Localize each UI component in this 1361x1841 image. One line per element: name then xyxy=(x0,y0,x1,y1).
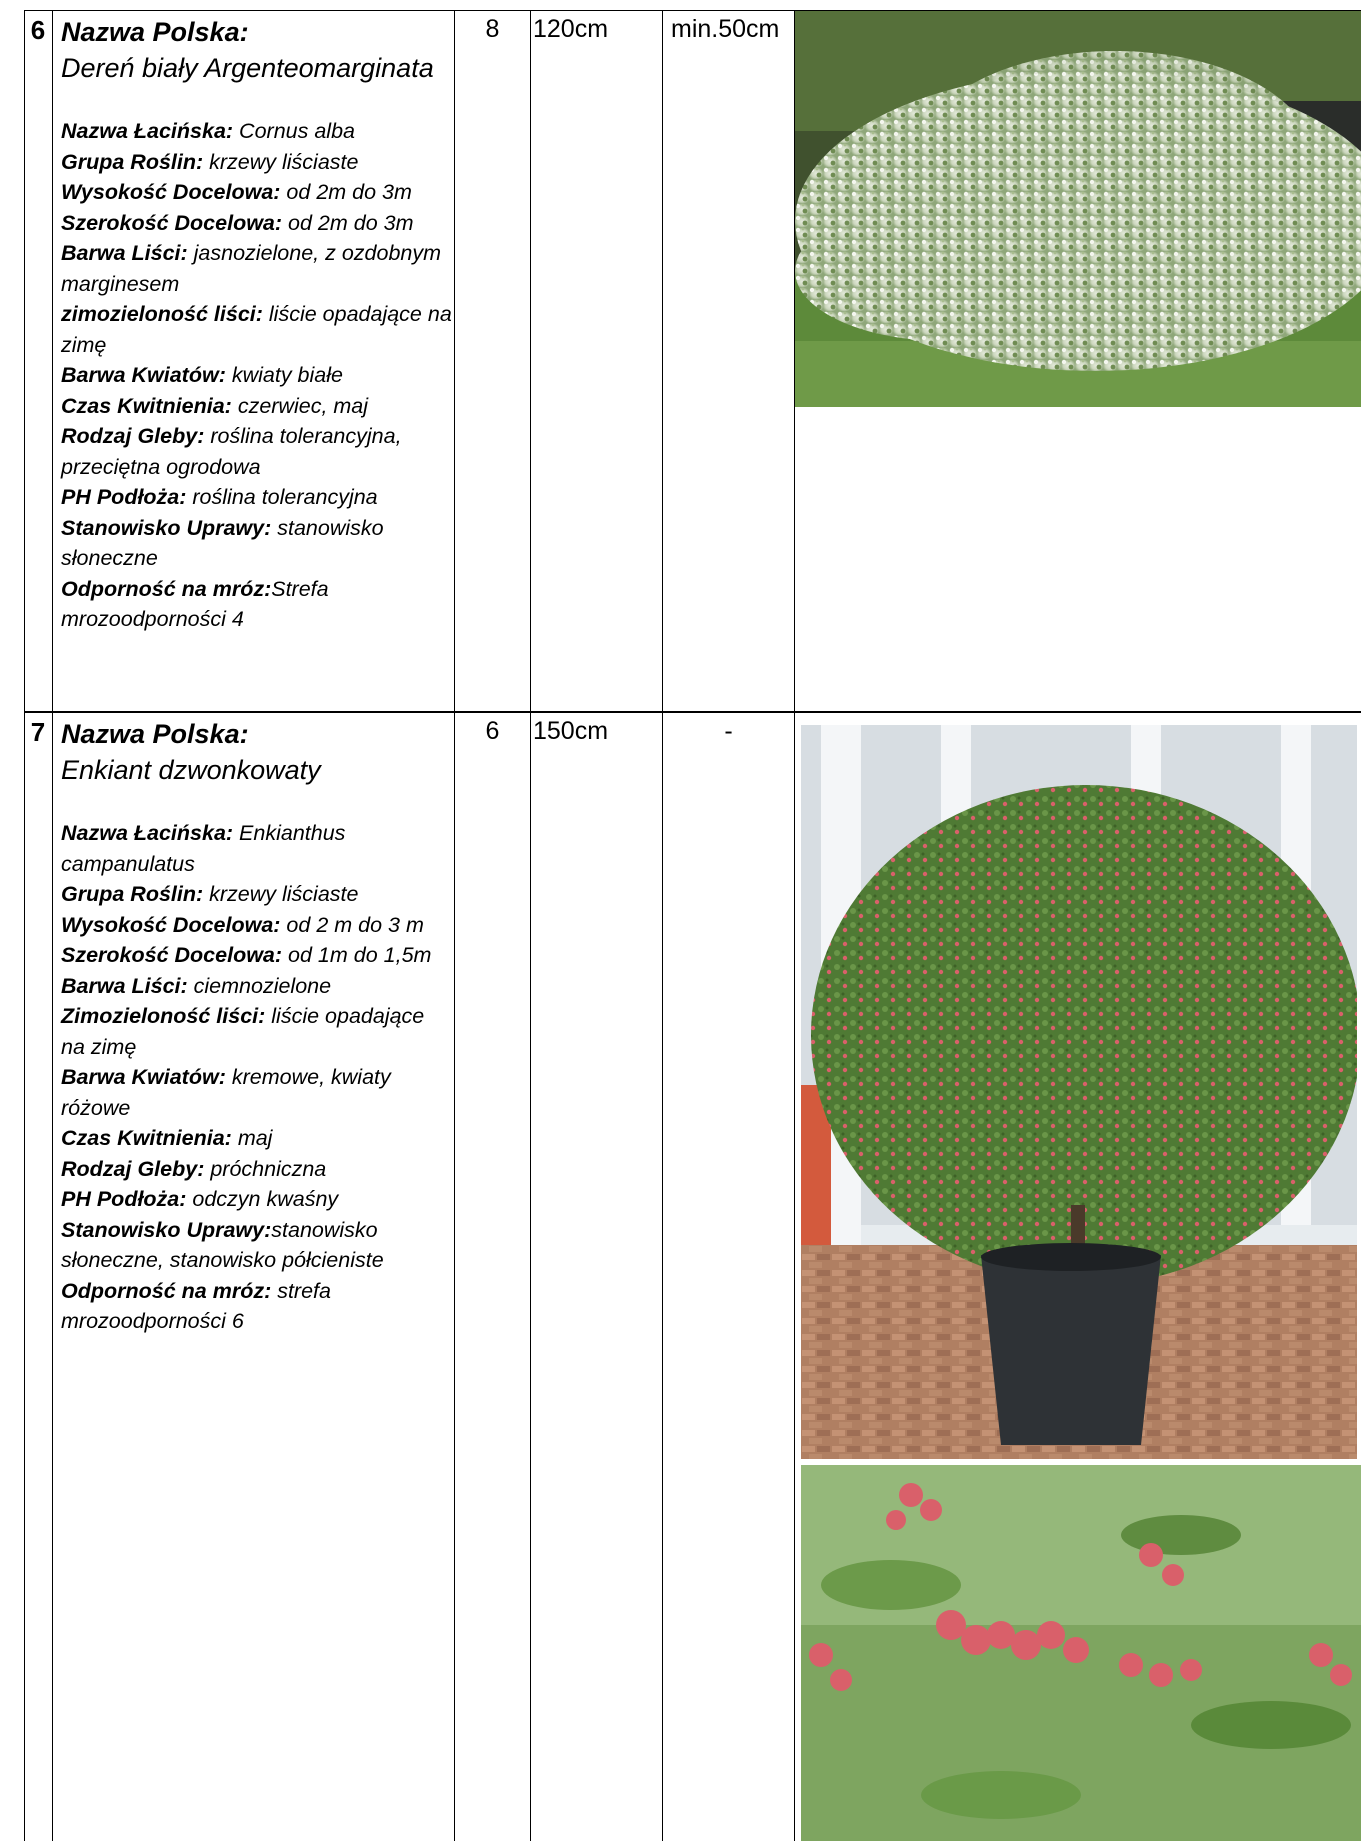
attribute-label: Czas Kwitnienia: xyxy=(61,393,232,418)
attribute-value: próchniczna xyxy=(204,1156,327,1181)
attribute-line xyxy=(61,1123,452,1154)
attribute-value: Strefa mrozoodporności 4 xyxy=(61,576,329,631)
height: 150cm xyxy=(533,717,609,745)
polish-name-block xyxy=(61,14,452,86)
image-cell xyxy=(794,11,1361,711)
attribute-label: Szerokość Docelowa: xyxy=(61,943,283,967)
attribute-label: Barwa Liści: xyxy=(61,973,188,998)
attribute-line xyxy=(61,208,452,239)
attribute-line xyxy=(61,299,452,360)
attribute-value: Cornus alba xyxy=(233,119,355,143)
attribute-value: krzewy liściaste xyxy=(203,882,359,906)
attribute-value: odczyn kwaśny xyxy=(186,1187,339,1211)
attribute-value: liście opadające na zimę xyxy=(61,1004,425,1059)
attribute-label: PH Podłoża: xyxy=(61,1187,187,1211)
attribute-label: Barwa Kwiatów: xyxy=(61,1065,226,1089)
attribute-line xyxy=(61,421,452,482)
attribute-label: Grupa Roślin: xyxy=(61,882,204,906)
attribute-line xyxy=(61,1001,452,1062)
number-cell xyxy=(24,713,52,1841)
attribute-label: Nazwa Łacińska: xyxy=(61,119,234,143)
attribute-label: Nazwa Łacińska: xyxy=(61,821,234,845)
width-cell xyxy=(662,713,794,1841)
attribute-value: roślina tolerancyjna, przeciętna ogrodowa xyxy=(61,424,402,479)
attribute-label: Stanowisko Uprawy: xyxy=(61,1217,272,1242)
attribute-value: stanowisko słoneczne xyxy=(61,515,384,570)
attribute-value: kremowe, kwiaty różowe xyxy=(61,1065,391,1120)
attribute-value: Enkianthus campanulatus xyxy=(61,821,346,876)
plant-description xyxy=(61,14,452,635)
attribute-value: czerwiec, maj xyxy=(231,393,369,418)
attribute-value: od 2 m do 3 m xyxy=(280,912,424,937)
attribute-line xyxy=(61,1154,452,1185)
quantity-cell xyxy=(454,11,530,711)
attribute-value: strefa mrozoodporności 6 xyxy=(61,1278,331,1333)
attribute-line xyxy=(61,513,452,574)
attribute-label: Barwa Liści: xyxy=(61,241,188,265)
attribute-line xyxy=(61,238,452,299)
attribute-label: zimozieloność liści: xyxy=(61,302,263,326)
attribute-line xyxy=(61,818,452,879)
attribute-value: od 1m do 1,5m xyxy=(282,943,432,967)
attribute-label: Stanowisko Uprawy: xyxy=(61,515,272,540)
description-cell xyxy=(52,713,454,1841)
attribute-value: krzewy liściaste xyxy=(203,149,359,174)
attribute-list xyxy=(61,116,452,635)
attribute-line xyxy=(61,147,452,178)
attribute-label: Rodzaj Gleby: xyxy=(61,424,205,448)
attribute-label: Wysokość Docelowa: xyxy=(61,180,281,204)
polish-name: Dereń biały Argenteomarginata xyxy=(61,53,434,83)
attribute-label: Grupa Roślin: xyxy=(61,149,204,174)
row-number: 6 xyxy=(30,15,46,45)
polish-name: Enkiant dzwonkowaty xyxy=(61,755,321,785)
potted-enkianthus-shrub-photo xyxy=(801,725,1357,1459)
attribute-label: Odporność na mróz: xyxy=(61,576,272,601)
number-cell xyxy=(24,11,52,711)
attribute-line xyxy=(61,1184,452,1215)
attribute-value: kwiaty białe xyxy=(225,363,343,387)
attribute-line xyxy=(61,1276,452,1337)
quantity: 6 xyxy=(485,717,500,745)
quantity: 8 xyxy=(485,15,500,43)
table-row xyxy=(24,712,1361,1841)
attribute-line xyxy=(61,1062,452,1123)
attribute-line xyxy=(61,391,452,422)
polish-name-label: Nazwa Polska: xyxy=(61,17,249,47)
attribute-line xyxy=(61,574,452,635)
image-cell xyxy=(794,713,1361,1841)
attribute-value: jasnozielone, z ozdobnym marginesem xyxy=(61,241,442,296)
description-cell xyxy=(52,11,454,711)
width: min.50cm xyxy=(671,15,780,43)
attribute-line xyxy=(61,940,452,971)
attribute-line xyxy=(61,482,452,513)
enkianthus-pink-bell-flowers-photo xyxy=(801,1465,1361,1841)
attribute-line xyxy=(61,360,452,391)
attribute-label: Szerokość Docelowa: xyxy=(61,210,283,235)
attribute-line xyxy=(61,1215,452,1276)
attribute-label: Barwa Kwiatów: xyxy=(61,363,226,387)
attribute-label: Rodzaj Gleby: xyxy=(61,1156,205,1181)
variegated-dogwood-shrub-photo xyxy=(795,11,1361,407)
attribute-label: Wysokość Docelowa: xyxy=(61,912,281,937)
attribute-line xyxy=(61,879,452,910)
attribute-line xyxy=(61,177,452,208)
attribute-line xyxy=(61,971,452,1002)
polish-name-block xyxy=(61,716,452,788)
attribute-value: maj xyxy=(231,1126,273,1150)
plant-description xyxy=(61,716,452,1337)
attribute-value: ciemnozielone xyxy=(187,973,332,998)
attribute-value: stanowisko słoneczne, stanowisko półcieniste xyxy=(61,1217,384,1272)
attribute-label: Czas Kwitnienia: xyxy=(61,1126,232,1150)
height-cell xyxy=(530,11,662,711)
attribute-value: od 2m do 3m xyxy=(280,180,412,204)
height-cell xyxy=(530,713,662,1841)
attribute-label: PH Podłoża: xyxy=(61,485,187,509)
attribute-value: od 2m do 3m xyxy=(282,210,414,235)
attribute-value: roślina tolerancyjna xyxy=(186,485,378,509)
attribute-label: Odporność na mróz: xyxy=(61,1278,272,1303)
attribute-value: liście opadające na zimę xyxy=(61,302,452,357)
quantity-cell xyxy=(454,713,530,1841)
attribute-list xyxy=(61,818,452,1337)
attribute-label: Zimozieloność liści: xyxy=(61,1004,266,1028)
attribute-line xyxy=(61,116,452,147)
row-number: 7 xyxy=(30,717,46,747)
attribute-line xyxy=(61,910,452,941)
height: 120cm xyxy=(533,15,609,43)
width-cell xyxy=(662,11,794,711)
table-row xyxy=(24,10,1361,712)
polish-name-label: Nazwa Polska: xyxy=(61,719,249,749)
width: - xyxy=(724,717,733,745)
